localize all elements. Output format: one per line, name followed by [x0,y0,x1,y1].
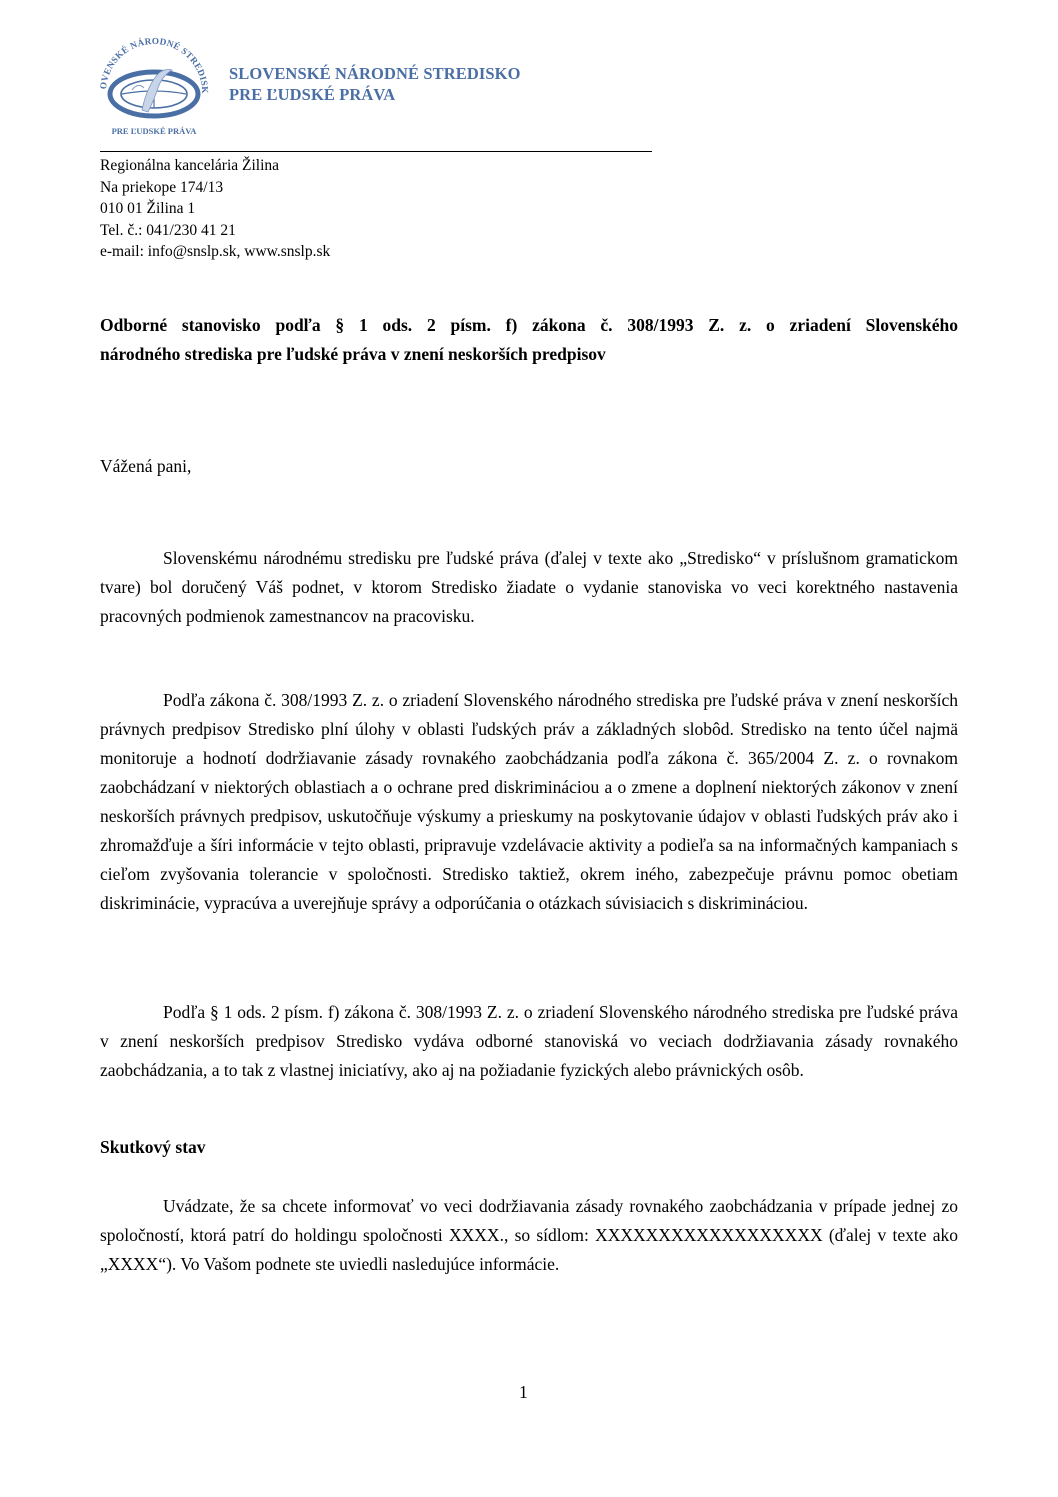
page-number: 1 [519,1382,528,1402]
document-heading-line2: národného strediska pre ľudské práva v znení neskorších predpisov [100,344,606,364]
section-paragraph-text: Uvádzate, že sa chcete informovať vo veci dodržiavania zásady rovnakého zaobchádzania v prípade jednej zo spoločností, ktorá patrí do holdingu spoločnosti XXXX., so sídlom: XXXXXXXXXXXXXXXXXX (ďalej v texte ako „XXXX“). Vo Vašom podnete ste uviedli nasledujúce informácie. [100,1196,958,1274]
paragraph-3 [100,998,958,1085]
street-address: Na priekope 174/13 [100,178,224,196]
paragraph-2 [100,686,958,918]
city-postcode: 010 01 Žilina 1 [100,200,196,217]
section-paragraph [100,1192,958,1279]
section-title: Skutkový stav [100,1137,206,1157]
organization-name [229,63,521,105]
document-heading [100,311,958,369]
logo-ring-text-top: OVENSKÉ NÁRODNÉ STREDISK [97,35,211,94]
organization-name-line1: SLOVENSKÉ NÁRODNÉ STREDISKO [229,64,521,83]
paragraph-3-text: Podľa § 1 ods. 2 písm. f) zákona č. 308/1993 Z. z. o zriadení Slovenského národného strediska pre ľudské práva v znení neskorších predpisov Stredisko vydáva odborné stanoviská vo veciach dodržiavania zásady rovnakého zaobchádzania, a to tak z vlastnej iniciatívy, ako aj na požiadanie fyzických alebo právnických osôb. [100,1002,958,1080]
paragraph-1-text: Slovenskému národnému stredisku pre ľudské práva (ďalej v texte ako „Stredisko“ v príslušnom gramatickom tvare) bol doručený Váš podnet, v ktorom Stredisko žiadate o vydanie stanoviska vo veci korektného nastavenia pracovných podmienok zamestnancov na pracovisku. [100,548,958,626]
organization-name-line2: PRE ĽUDSKÉ PRÁVA [229,85,396,104]
document-heading-line1: Odborné stanovisko podľa § 1 ods. 2 písm. f) zákona č. 308/1993 Z. z. o zriadení Slovenského [100,315,958,335]
header-divider [100,151,652,152]
salutation: Vážená pani, [100,456,192,476]
phone-number: Tel. č.: 041/230 41 21 [100,221,236,239]
paragraph-2-text: Podľa zákona č. 308/1993 Z. z. o zriadení Slovenského národného strediska pre ľudské práva v znení neskorších právnych predpisov Stredisko plní úlohy v oblasti ľudských práv a základných slobôd. Stredisko na tento účel najmä monitoruje a hodnotí dodržiavanie zásady rovnakého zaobchádzania podľa zákona č. 365/2004 Z. z. o rovnakom zaobchádzaní v niektorých oblastiach a o ochrane pred diskrimináciou a o zmene a doplnení niektorých zákonov v znení neskorších právnych predpisov, uskutočňuje výskumy a prieskumy na poskytovanie údajov v oblasti ľudských práv ako i zhromažďuje a šíri informácie v tejto oblasti, pripravuje vzdelávacie aktivity a podieľa sa na informačných kampaniach s cieľom zvyšovania tolerancie v spoločnosti. Stredisko taktiež, okrem iného, zabezpečuje právnu pomoc obetiam diskriminácie, vypracúva a uverejňuje správy a odporúčania o otázkach súvisiacich s diskrimináciou. [100,690,958,913]
snslp-logo-icon [92,30,216,146]
email-website: e-mail: info@snslp.sk, www.snslp.sk [100,243,331,260]
office-name: Regionálna kancelária Žilina [100,157,280,174]
paragraph-1 [100,544,958,631]
sender-address [100,155,330,263]
logo-ring-text-bottom: PRE ĽUDSKÉ PRÁVA [111,126,197,136]
